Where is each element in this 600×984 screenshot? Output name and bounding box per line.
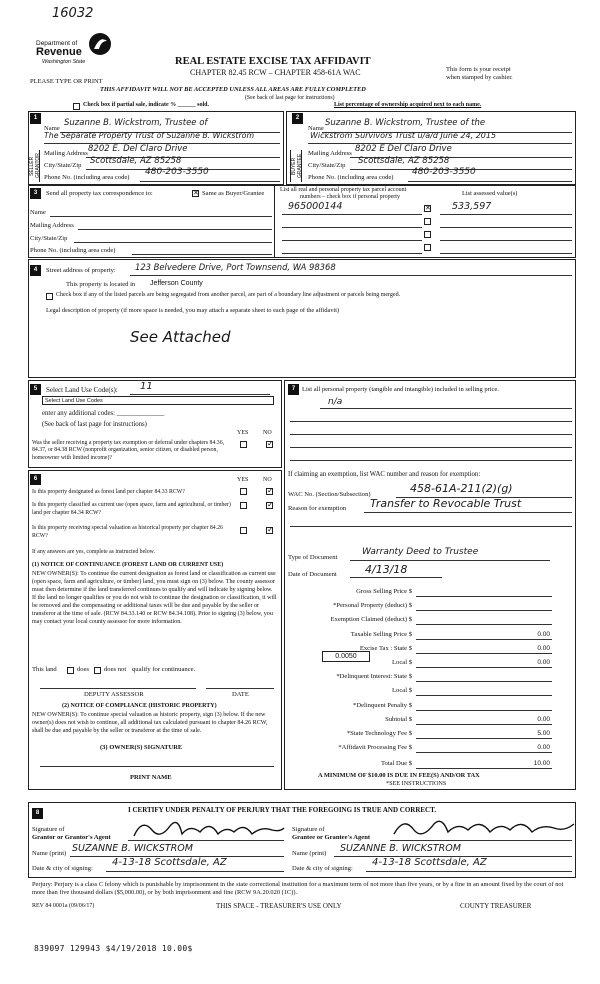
section-6	[28, 470, 282, 790]
assessed-line-1	[440, 214, 572, 215]
print-name-label: PRINT NAME	[130, 774, 172, 781]
owner-signature-label: (3) OWNER(S) SIGNATURE	[100, 744, 183, 751]
county-treasurer: COUNTY TREASURER	[460, 902, 532, 910]
seller-name-line1: Suzanne B. Wickstrom, Trustee of	[64, 118, 208, 128]
does-not-label: does not	[104, 666, 127, 673]
parcel-divider	[274, 185, 275, 258]
revenue-logo-icon	[88, 32, 112, 56]
please-type: PLEASE TYPE OR PRINT	[30, 78, 103, 85]
buyer-phone-underline	[408, 181, 572, 182]
q1-yes-checkbox[interactable]	[240, 488, 247, 495]
seller-phone: 480-203-3550	[145, 167, 209, 177]
s6-no-header: NO	[263, 477, 272, 483]
buyer-name-label: Name	[308, 125, 324, 132]
assessed-line-4	[440, 253, 572, 254]
seller-city: Scottsdale, AZ 85258	[90, 156, 182, 166]
tax-row-label: Exemption Claimed (deduct) $	[330, 616, 412, 624]
personal-line-5	[290, 460, 572, 461]
grantee-date-label: Date & city of signing:	[292, 865, 353, 872]
tax-row-label: *State Technology Fee $	[346, 730, 412, 737]
section-2-number: 2	[292, 113, 303, 124]
tax-row-label: Subtotal $	[385, 715, 412, 723]
s5-see-back: (See back of last page for instructions)	[42, 421, 147, 428]
current-use-question: Is this property classified as current use (open space, farm and agricultural, or timber) land per chapter 84.34 RCW?	[32, 502, 231, 516]
land-use-underline	[130, 394, 270, 395]
s3-address-label: Mailing Address	[30, 222, 74, 229]
receipt-note1: This form is your receipt	[446, 66, 511, 73]
treasurer-space: THIS SPACE - TREASURER'S USE ONLY	[216, 902, 342, 910]
grantor-date-line	[106, 871, 284, 872]
street-underline	[130, 275, 572, 276]
grantee-sig-label1: Signature of	[292, 826, 325, 833]
seller-city-label: City/State/Zip	[44, 162, 82, 169]
local-rate-box: 0.0050	[322, 651, 370, 662]
chapter-line: CHAPTER 82.45 RCW – CHAPTER 458-61A WAC	[190, 68, 361, 77]
tax-row-line	[416, 752, 552, 753]
personal-line-3	[290, 434, 572, 435]
s3-phone-line	[132, 254, 272, 255]
q2-no-checkbox[interactable]	[266, 502, 273, 509]
land-use-label: Select Land Use Code(s):	[46, 386, 118, 394]
reason-value: Transfer to Revocable Trust	[370, 497, 522, 510]
perjury-statement: Perjury: Perjury is a class C felony which is punishable by imprisonment in the state correctional institution for a maximum term of not more than five years, or by a fine in an amount fixed by the court of not more than five thousand dollars ($5,000.00), or by both imprisonment and fine (RCW 9A.20.020 (1C)).	[32, 881, 564, 897]
q1-no-checkbox[interactable]	[266, 488, 273, 495]
tax-row-line	[416, 639, 552, 640]
parcel-line-4	[282, 253, 422, 254]
doc-type-label: Type of Document	[288, 554, 338, 561]
personal-property-checkbox-2[interactable]	[424, 218, 431, 225]
section-7-number: 7	[288, 384, 299, 395]
cashier-stamp: 839097 129943 $4/19/2018 10.00$	[34, 944, 193, 953]
q3-no-checkbox[interactable]	[266, 527, 273, 534]
tax-row-value: 0.00	[537, 644, 550, 652]
s5-no-checkbox[interactable]	[266, 441, 273, 448]
personal-property-checkbox-4[interactable]	[424, 244, 431, 251]
tax-row-value: 0.00	[537, 744, 550, 752]
notice-compliance-title: (2) NOTICE OF COMPLIANCE (HISTORIC PROPERTY)	[62, 703, 217, 709]
buyer-phone-label: Phone No. (including area code)	[308, 174, 394, 181]
tax-row-line	[416, 681, 552, 682]
deputy-line	[40, 688, 196, 689]
street-label: Street address of property:	[46, 267, 116, 274]
s3-name-line	[50, 216, 272, 217]
seller-phone-underline	[140, 181, 280, 182]
grantor-sig-line	[128, 840, 284, 841]
doc-date-label: Date of Document	[288, 571, 337, 578]
buyer-city-label: City/State/Zip	[308, 162, 346, 169]
section-8-number: 8	[32, 808, 43, 819]
parcel-header-line2: numbers – check box if personal property	[300, 194, 400, 200]
s5-yes-checkbox[interactable]	[240, 441, 247, 448]
handwritten-number: 16032	[52, 6, 94, 21]
does-checkbox[interactable]	[67, 667, 74, 674]
seller-name-line2: The Separate Property Trust of Suzanne B. Wickstrom	[44, 131, 255, 140]
exemption-question: Was the seller receiving a property tax exemption or deferral under chapters 84.36, 84.37, or 84.38 RCW (nonprofit organization, senior citizen, or disabled person, homeowner with limited income)?	[32, 440, 225, 461]
additional-codes: enter any additional codes: ______________	[42, 410, 165, 417]
buyer-name-line1: Suzanne B. Wickstrom, Trustee of the	[325, 118, 486, 128]
tax-row-label: *Affidavit Processing Fee $	[338, 744, 412, 752]
s3-address-line	[78, 229, 272, 230]
section-3-number: 3	[30, 188, 41, 199]
same-as-buyer-checkbox[interactable]	[192, 190, 199, 197]
q2-yes-checkbox[interactable]	[240, 502, 247, 509]
legal-description: See Attached	[130, 328, 231, 346]
warning-line: THIS AFFIDAVIT WILL NOT BE ACCEPTED UNLESS ALL AREAS ARE FULLY COMPLETED	[100, 86, 366, 93]
parcel-line-3	[282, 240, 422, 241]
personal-property-label: List all personal property (tangible and intangible) included in selling price.	[302, 386, 499, 393]
doc-type-value: Warranty Deed to Trustee	[362, 547, 479, 557]
county-label: This property is located in	[66, 281, 136, 288]
parcel-line-1	[282, 214, 422, 215]
grantor-name-print: SUZANNE B. WICKSTROM	[72, 843, 193, 854]
dor-logo	[36, 32, 121, 72]
s6-yes-header: YES	[237, 477, 249, 483]
parcel-number: 965000144	[288, 201, 343, 212]
doc-type-underline	[350, 560, 550, 561]
doc-date-value: 4/13/18	[365, 563, 408, 576]
buyer-address: 8202 E Del Claro Drive	[355, 144, 452, 154]
personal-property-checkbox-3[interactable]	[424, 231, 431, 238]
grantee-name-label: Name (print)	[292, 850, 327, 857]
segregate-label: Check box if any of the listed parcels are being segregated from another parcel, are part of a boundary line adjustment or parcels being merged.	[56, 292, 401, 298]
wac-value: 458-61A-211(2)(g)	[410, 482, 513, 495]
grantee-date-line	[366, 871, 572, 872]
seller-address-label: Mailing Address	[44, 150, 88, 157]
tax-row-line	[416, 738, 552, 739]
notice-compliance-text: NEW OWNER(S): To continue special valuation as historic property, sign (3) below. If the new owner(s) does not wish to continue, all additional tax calculated pursuant to chapter 84.26 RCW, shall be due and payable by the seller or transferor at the time of sale.	[32, 712, 268, 734]
assessed-line-2	[440, 227, 572, 228]
form-revision: REV 84 0001a (09/06/17)	[32, 903, 95, 909]
parcel-header-line1: List all real and personal property tax parcel account	[280, 187, 407, 193]
section-1-number: 1	[30, 113, 41, 124]
does-label: does	[77, 666, 90, 673]
forest-land-question: Is this property designated as forest land per chapter 84.33 RCW?	[32, 489, 185, 495]
grantor-date-label: Date & city of signing:	[32, 865, 93, 872]
seller-phone-label: Phone No. (including area code)	[44, 174, 130, 181]
qualify-label: qualify for continuance.	[132, 666, 196, 673]
s3-phone-label: Phone No. (including area code)	[30, 247, 116, 254]
tax-row-line	[416, 768, 552, 769]
tax-row-line	[416, 710, 552, 711]
tax-row-label: Taxable Selling Price $	[350, 630, 412, 638]
tax-row-label: *Personal Property (deduct) $	[333, 602, 412, 610]
tax-row-label: *Delinquent Penalty $	[353, 701, 412, 709]
page-title: REAL ESTATE EXCISE TAX AFFIDAVIT	[175, 56, 371, 67]
q3-yes-checkbox[interactable]	[240, 527, 247, 534]
tax-row-line	[416, 667, 552, 668]
if-yes-note: If any answers are yes, complete as instructed below.	[32, 549, 155, 555]
buyer-city: Scottsdale, AZ 85258	[358, 156, 450, 166]
seller-tab: SELLER GRANTOR	[28, 150, 40, 182]
tax-row-label: Excise Tax : State $	[359, 644, 412, 652]
s5-no-header: NO	[263, 430, 272, 436]
see-instructions-note: *SEE INSTRUCTIONS	[386, 780, 447, 787]
reason-underline	[364, 512, 572, 513]
grantor-sig-label1: Signature of	[32, 826, 65, 833]
buyer-name-line2: Wickstrom Survivors Trust u/a/d June 24, 2015	[310, 131, 497, 140]
owner-signature-line	[40, 766, 274, 767]
tax-row-line	[416, 724, 552, 725]
partial-sale-checkbox[interactable]	[73, 103, 80, 110]
tax-row-label: *Delinquent Interest: State $	[336, 673, 412, 681]
grantee-name-print: SUZANNE B. WICKSTROM	[340, 843, 461, 854]
tax-row-line	[416, 596, 552, 597]
dept-line1: Department of	[36, 40, 78, 47]
exemption-claim-label: If claiming an exemption, list WAC number and reason for exemption:	[288, 471, 481, 478]
assessed-value: 533,597	[452, 201, 492, 212]
notice-continuance-title: (1) NOTICE OF CONTINUANCE (FOREST LAND OR CURRENT USE)	[32, 562, 224, 568]
buyer-address-label: Mailing Address	[308, 150, 352, 157]
reason-label: Reason for exemption	[288, 505, 347, 512]
s3-name-label: Name	[30, 209, 46, 216]
minimum-note: A MINIMUM OF $10.00 IS DUE IN FEE(S) AND/OR TAX	[318, 772, 480, 779]
grantee-sig-label2: Grantee or Grantee's Agent	[292, 834, 371, 841]
tax-row-value: 10.00	[533, 760, 550, 768]
tax-row-label: Gross Selling Price $	[356, 588, 412, 595]
deputy-date-line	[206, 688, 274, 689]
grantor-name-label: Name (print)	[32, 850, 67, 857]
grantor-sig-label2: Grantor or Grantor's Agent	[32, 834, 111, 841]
s3-city-label: City/State/Zip	[30, 235, 68, 242]
land-use-value: 11	[140, 381, 153, 392]
segregate-checkbox[interactable]	[46, 293, 53, 300]
see-back-line: (See back of last page for instructions)	[245, 95, 335, 101]
personal-line-2	[290, 421, 572, 422]
certify-statement: I CERTIFY UNDER PENALTY OF PERJURY THAT THE FOREGOING IS TRUE AND CORRECT.	[128, 806, 437, 814]
send-correspondence-label: Send all property tax correspondence to:	[46, 190, 153, 197]
tax-row-label: Total Due $	[380, 760, 412, 768]
seller-name-label: Name	[44, 125, 60, 132]
buyer-tab: BUYER GRANTEE	[290, 150, 302, 182]
dept-line3: Washington State	[42, 59, 86, 65]
tax-row-line	[416, 695, 552, 696]
grantee-sig-line	[390, 840, 572, 841]
s3-city-line	[74, 242, 272, 243]
deputy-date-label: DATE	[232, 691, 249, 698]
tax-row-line	[416, 624, 552, 625]
tax-row-value: 0.00	[537, 630, 550, 638]
receipt-note2: when stamped by cashier.	[446, 74, 513, 81]
wac-label: WAC No. (Section/Subsection)	[288, 491, 371, 498]
county-value: Jefferson County	[150, 280, 203, 287]
section-4-number: 4	[30, 265, 41, 276]
parcel-line-2	[282, 227, 422, 228]
legal-description-label: Legal description of property (if more space is needed, you may attach a separate sheet to each page of the affidavit)	[46, 307, 340, 314]
personal-property-checkbox-1[interactable]	[424, 205, 431, 212]
seller-address: 8202 E. Del Claro Drive	[88, 144, 188, 154]
historic-question: Is this property receiving special valuation as historical property per chapter 84.26 RCW?	[32, 525, 223, 539]
same-as-buyer-label: Same as Buyer/Grantee	[202, 190, 265, 197]
buyer-phone: 480-203-3550	[412, 167, 476, 177]
land-use-select[interactable]: Select Land Use Codes	[42, 396, 274, 405]
section-4	[28, 259, 576, 378]
personal-property-value: n/a	[328, 397, 343, 407]
grantee-date-city: 4-13-18 Scottsdale, AZ	[372, 857, 487, 868]
doc-date-underline	[350, 577, 442, 578]
ownership-note: List percentage of ownership acquired next to each name.	[334, 102, 482, 108]
assessed-header: List assessed value(s)	[462, 190, 518, 197]
tax-row-label: Local $	[392, 687, 412, 695]
tax-row-label: Local $	[392, 659, 412, 666]
tax-row-value: 0.00	[537, 659, 550, 666]
personal-line-1	[320, 408, 572, 409]
partial-sale-label: Check box if partial sale, indicate % ______ sold.	[83, 102, 210, 108]
personal-line-4	[290, 447, 572, 448]
street-address: 123 Belvedere Drive, Port Townsend, WA 98368	[135, 262, 336, 272]
grantor-date-city: 4-13-18 Scottsdale, AZ	[112, 857, 227, 868]
assessed-line-3	[440, 240, 572, 241]
tax-row-line	[416, 653, 552, 654]
does-not-checkbox[interactable]	[94, 667, 101, 674]
grantee-signature	[390, 814, 576, 842]
tax-row-value: 0.00	[537, 715, 550, 723]
section-5-number: 5	[30, 384, 41, 395]
notice-continuance-text: NEW OWNER(S): To continue the current designation as forest land or classification as current use (open space, farm and agriculture, or timber) land, you must sign on (3) below. The county assessor must then determine if the land transferred continues to qualify and will indicate by signing below. If the land no longer qualifies or you do not wish to continue the designation or classification, it will be removed and the compensating or additional taxes will be due and payable by the seller or transferor at the time of sale. (RCW 84.33.140 or RCW 84.34.108). Prior to signing (3) below, you may contact your local county assessor for more information.	[32, 571, 277, 625]
reason-line-2	[290, 526, 572, 527]
tax-row-line	[416, 610, 552, 611]
section-7	[284, 380, 576, 790]
grantor-signature	[130, 816, 285, 842]
this-land-label: This land	[32, 666, 57, 673]
section-6-number: 6	[30, 474, 41, 485]
s5-yes-header: YES	[237, 430, 249, 436]
dept-line2: Revenue	[36, 46, 82, 58]
deputy-assessor-label: DEPUTY ASSESSOR	[84, 691, 144, 698]
tax-row-value: 5.00	[537, 730, 550, 737]
